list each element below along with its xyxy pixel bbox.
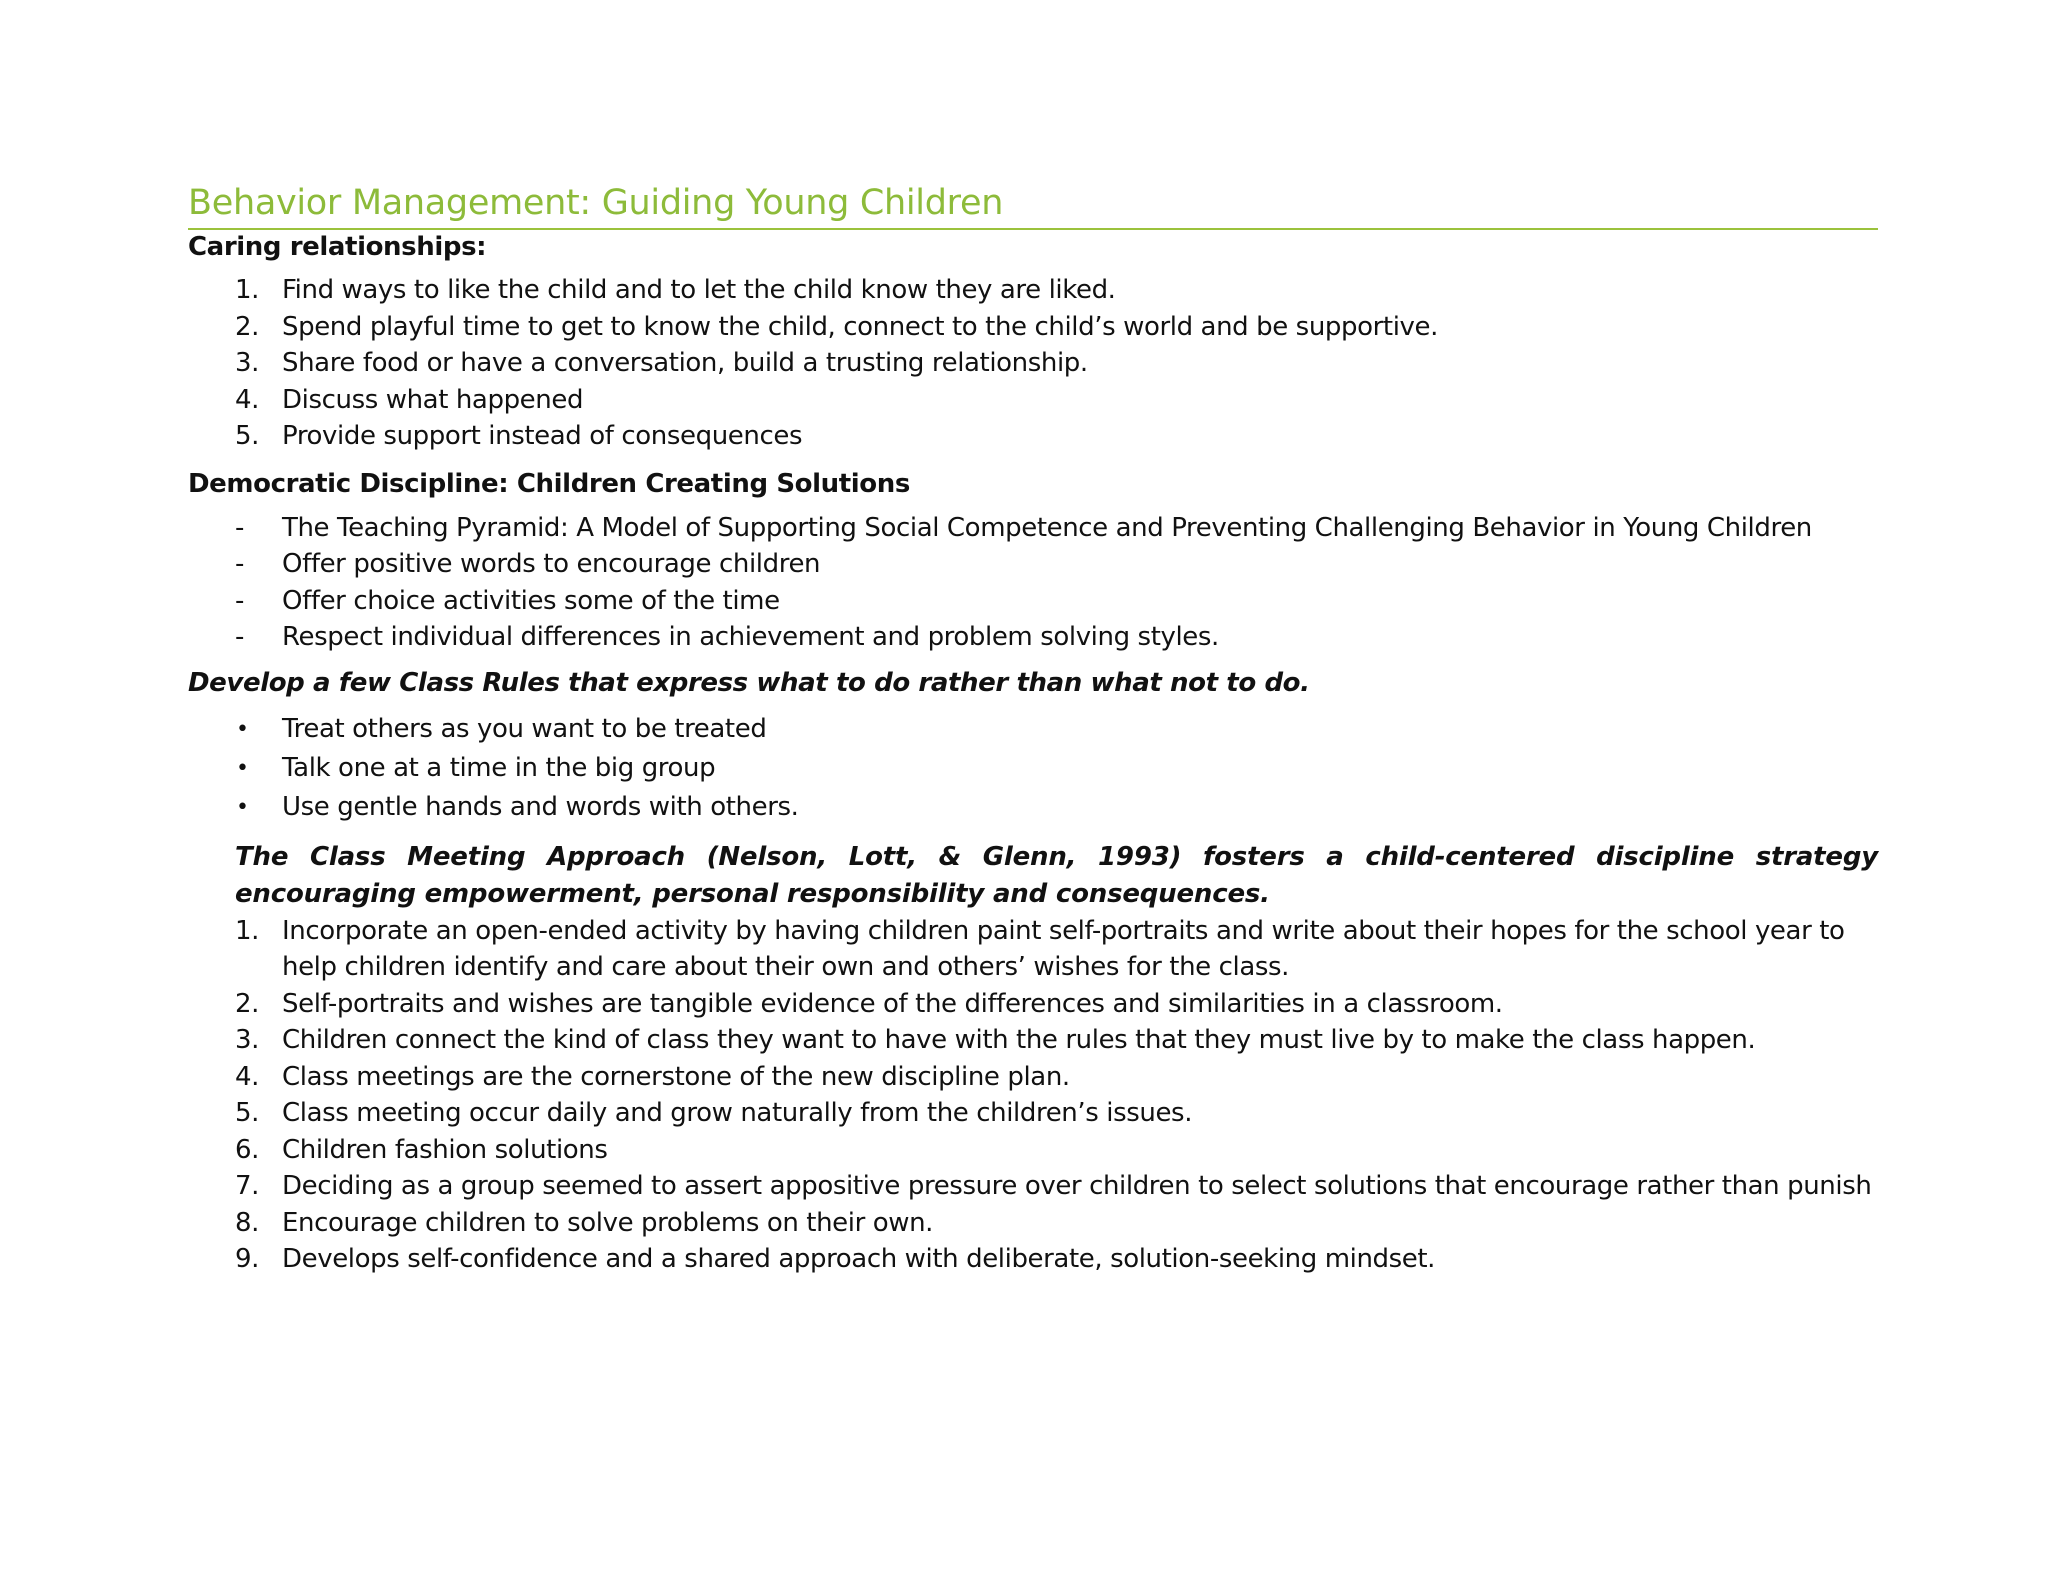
- list-item: 6. Children fashion solutions: [188, 1132, 1878, 1169]
- rules-list: [188, 710, 1878, 827]
- list-item: 3. Share food or have a conversation, build a trusting relationship.: [188, 345, 1878, 382]
- list-item: - Offer choice activities some of the time: [188, 583, 1878, 620]
- list-number: 1.: [235, 915, 260, 946]
- dash-marker: -: [235, 512, 244, 543]
- list-number: 4.: [235, 1061, 260, 1092]
- list-item: - Offer positive words to encourage children: [188, 546, 1878, 583]
- list-item: • Use gentle hands and words with others.: [188, 788, 1878, 827]
- list-number: 6.: [235, 1134, 260, 1165]
- democratic-heading: Democratic Discipline: Children Creating Solutions: [188, 468, 910, 499]
- meeting-list: [188, 913, 1878, 1278]
- list-number: 2.: [235, 988, 260, 1019]
- list-number: 1.: [235, 275, 260, 305]
- page-title: Behavior Management: Guiding Young Children: [188, 180, 1878, 230]
- document-page: [188, 180, 1878, 1278]
- list-item: - The Teaching Pyramid: A Model of Supporting Social Competence and Preventing Challenging Behavior in Young Children: [188, 510, 1878, 547]
- list-number: 8.: [235, 1207, 260, 1238]
- bullet-icon: •: [236, 755, 249, 781]
- dash-marker: -: [235, 549, 244, 579]
- list-item: 8. Encourage children to solve problems on their own.: [188, 1205, 1878, 1242]
- list-number: 9.: [235, 1244, 260, 1274]
- list-number: 4.: [235, 384, 260, 415]
- list-item: 3. Children connect the kind of class they want to have with the rules that they must live by to make the class happen.: [188, 1022, 1878, 1059]
- caring-list: [188, 272, 1878, 455]
- list-number: 3.: [235, 348, 260, 378]
- list-item: • Treat others as you want to be treated: [188, 710, 1878, 749]
- list-item: 7. Deciding as a group seemed to assert appositive pressure over children to select solutions that encourage rather than punish: [188, 1168, 1878, 1205]
- bullet-icon: •: [236, 794, 249, 820]
- list-item: 2. Spend playful time to get to know the child, connect to the child’s world and be supportive.: [188, 309, 1878, 346]
- list-item: 5. Provide support instead of consequences: [188, 418, 1878, 455]
- caring-heading: Caring relationships:: [188, 232, 487, 262]
- list-number: 3.: [235, 1025, 260, 1055]
- list-number: 7.: [235, 1171, 260, 1201]
- rules-heading: Develop a few Class Rules that express what to do rather than what not to do.: [188, 667, 1310, 698]
- list-item: 2. Self-portraits and wishes are tangible evidence of the differences and similarities in a classroom.: [188, 986, 1878, 1023]
- list-number: 2.: [235, 311, 260, 342]
- list-item: 1. Find ways to like the child and to let the child know they are liked.: [188, 272, 1878, 309]
- list-item: 4. Class meetings are the cornerstone of the new discipline plan.: [188, 1059, 1878, 1096]
- dash-marker: -: [235, 622, 244, 652]
- list-item: 1. Incorporate an open-ended activity by having children paint self-portraits and write about their hopes for the school year to help children identify and care about their own and others’ wishes for the class.: [188, 913, 1878, 986]
- meeting-intro: The Class Meeting Approach (Nelson, Lott, & Glenn, 1993) fosters a child-centered discipline strategy encouraging empowerment, personal responsibility and consequences.: [235, 841, 1878, 909]
- list-item: - Respect individual differences in achievement and problem solving styles.: [188, 619, 1878, 656]
- list-number: 5.: [235, 1098, 260, 1128]
- list-item: 5. Class meeting occur daily and grow naturally from the children’s issues.: [188, 1095, 1878, 1132]
- list-number: 5.: [235, 421, 260, 451]
- democratic-list: [188, 510, 1878, 656]
- dash-marker: -: [235, 585, 244, 616]
- list-item: • Talk one at a time in the big group: [188, 749, 1878, 788]
- bullet-icon: •: [236, 716, 249, 742]
- list-item: 9. Develops self-confidence and a shared approach with deliberate, solution-seeking mindset.: [188, 1241, 1878, 1278]
- list-item: 4. Discuss what happened: [188, 382, 1878, 419]
